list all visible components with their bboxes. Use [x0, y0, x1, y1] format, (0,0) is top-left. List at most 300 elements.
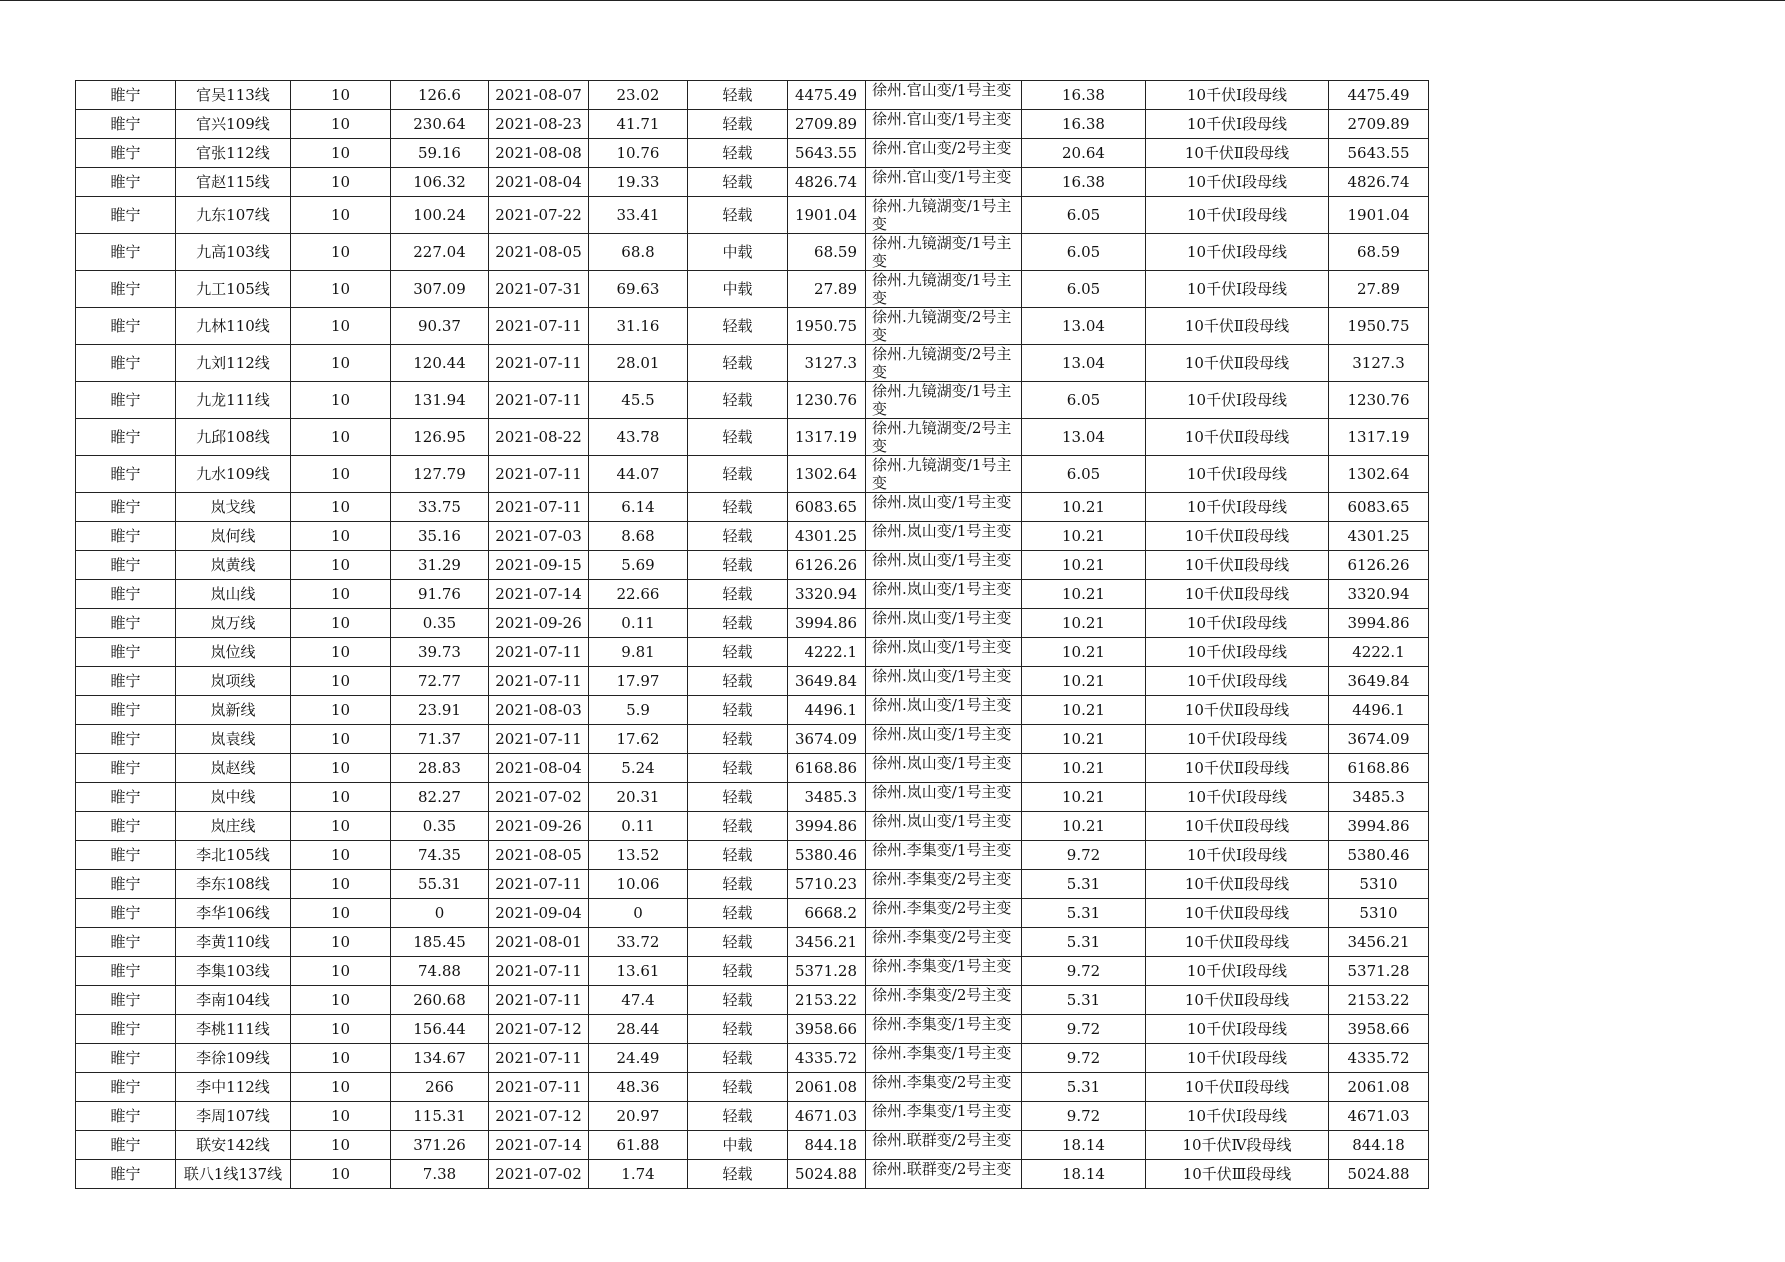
transformer-cell: 徐州.官山变/1号主变: [866, 81, 1022, 110]
date-cell: 2021-08-22: [489, 419, 589, 456]
transformer-load-rate-cell: 6.05: [1022, 382, 1146, 419]
bus-capacity-cell: 5310: [1329, 870, 1429, 899]
available-capacity-cell: 4496.1: [788, 696, 866, 725]
table-row: [76, 382, 1429, 419]
voltage-cell: 10: [291, 197, 391, 234]
bus-section-cell: 10千伏Ⅰ段母线: [1146, 493, 1329, 522]
table-row: [76, 345, 1429, 382]
bus-section-cell: 10千伏Ⅰ段母线: [1146, 1015, 1329, 1044]
load-rate-cell: 28.01: [589, 345, 688, 382]
transformer-load-rate-cell: 10.21: [1022, 609, 1146, 638]
line-name-cell: 官赵115线: [176, 168, 291, 197]
max-current-cell: 0.35: [391, 609, 489, 638]
available-capacity-cell: 2153.22: [788, 986, 866, 1015]
transformer-load-rate-cell: 13.04: [1022, 308, 1146, 345]
load-status-cell: 轻载: [688, 308, 788, 345]
date-cell: 2021-09-26: [489, 609, 589, 638]
voltage-cell: 10: [291, 638, 391, 667]
max-current-cell: 127.79: [391, 456, 489, 493]
available-capacity-cell: 3649.84: [788, 667, 866, 696]
table-row: [76, 754, 1429, 783]
transformer-load-rate-cell: 10.21: [1022, 580, 1146, 609]
voltage-cell: 10: [291, 345, 391, 382]
bus-capacity-cell: 844.18: [1329, 1131, 1429, 1160]
bus-capacity-cell: 4475.49: [1329, 81, 1429, 110]
bus-section-cell: 10千伏Ⅱ段母线: [1146, 928, 1329, 957]
table-body: [76, 81, 1429, 1189]
bus-section-cell: 10千伏Ⅱ段母线: [1146, 522, 1329, 551]
bus-capacity-cell: 5643.55: [1329, 139, 1429, 168]
county-cell: 睢宁: [76, 345, 176, 382]
voltage-cell: 10: [291, 783, 391, 812]
transformer-cell: 徐州.官山变/1号主变: [866, 168, 1022, 197]
load-status-cell: 轻载: [688, 812, 788, 841]
available-capacity-cell: 5024.88: [788, 1160, 866, 1189]
county-cell: 睢宁: [76, 551, 176, 580]
available-capacity-cell: 4222.1: [788, 638, 866, 667]
load-rate-cell: 9.81: [589, 638, 688, 667]
bus-section-cell: 10千伏Ⅳ段母线: [1146, 1131, 1329, 1160]
county-cell: 睢宁: [76, 725, 176, 754]
date-cell: 2021-07-02: [489, 783, 589, 812]
available-capacity-cell: 6668.2: [788, 899, 866, 928]
date-cell: 2021-07-11: [489, 308, 589, 345]
county-cell: 睢宁: [76, 522, 176, 551]
line-name-cell: 岚新线: [176, 696, 291, 725]
available-capacity-cell: 27.89: [788, 271, 866, 308]
voltage-cell: 10: [291, 1131, 391, 1160]
transformer-cell: 徐州.李集变/2号主变: [866, 1073, 1022, 1102]
date-cell: 2021-07-12: [489, 1102, 589, 1131]
available-capacity-cell: 68.59: [788, 234, 866, 271]
available-capacity-cell: 844.18: [788, 1131, 866, 1160]
date-cell: 2021-07-11: [489, 667, 589, 696]
voltage-cell: 10: [291, 110, 391, 139]
transformer-cell: 徐州.李集变/2号主变: [866, 899, 1022, 928]
load-rate-cell: 23.02: [589, 81, 688, 110]
transformer-load-rate-cell: 9.72: [1022, 841, 1146, 870]
county-cell: 睢宁: [76, 110, 176, 139]
bus-section-cell: 10千伏Ⅱ段母线: [1146, 308, 1329, 345]
load-status-cell: 轻载: [688, 551, 788, 580]
table-row: [76, 1044, 1429, 1073]
transformer-load-rate-cell: 5.31: [1022, 928, 1146, 957]
transformer-cell: 徐州.联群变/2号主变: [866, 1131, 1022, 1160]
load-status-cell: 中载: [688, 234, 788, 271]
available-capacity-cell: 2061.08: [788, 1073, 866, 1102]
table-row: [76, 1015, 1429, 1044]
bus-section-cell: 10千伏Ⅰ段母线: [1146, 638, 1329, 667]
transformer-load-rate-cell: 9.72: [1022, 1044, 1146, 1073]
table-row: [76, 551, 1429, 580]
transformer-cell: 徐州.九镜湖变/1号主变: [866, 271, 1022, 308]
load-rate-cell: 24.49: [589, 1044, 688, 1073]
max-current-cell: 185.45: [391, 928, 489, 957]
transformer-cell: 徐州.九镜湖变/2号主变: [866, 345, 1022, 382]
load-rate-cell: 43.78: [589, 419, 688, 456]
load-status-cell: 轻载: [688, 493, 788, 522]
bus-section-cell: 10千伏Ⅱ段母线: [1146, 1073, 1329, 1102]
available-capacity-cell: 3958.66: [788, 1015, 866, 1044]
table-row: [76, 168, 1429, 197]
bus-section-cell: 10千伏Ⅱ段母线: [1146, 551, 1329, 580]
county-cell: 睢宁: [76, 139, 176, 168]
line-name-cell: 岚何线: [176, 522, 291, 551]
voltage-cell: 10: [291, 609, 391, 638]
voltage-cell: 10: [291, 419, 391, 456]
max-current-cell: 74.35: [391, 841, 489, 870]
bus-section-cell: 10千伏Ⅱ段母线: [1146, 754, 1329, 783]
date-cell: 2021-07-11: [489, 1044, 589, 1073]
transformer-load-rate-cell: 6.05: [1022, 456, 1146, 493]
max-current-cell: 131.94: [391, 382, 489, 419]
line-name-cell: 李中112线: [176, 1073, 291, 1102]
table-row: [76, 928, 1429, 957]
max-current-cell: 126.6: [391, 81, 489, 110]
available-capacity-cell: 3485.3: [788, 783, 866, 812]
max-current-cell: 35.16: [391, 522, 489, 551]
transformer-cell: 徐州.岚山变/1号主变: [866, 696, 1022, 725]
date-cell: 2021-07-11: [489, 725, 589, 754]
available-capacity-cell: 1901.04: [788, 197, 866, 234]
transformer-load-rate-cell: 10.21: [1022, 754, 1146, 783]
bus-section-cell: 10千伏Ⅰ段母线: [1146, 609, 1329, 638]
max-current-cell: 39.73: [391, 638, 489, 667]
transformer-load-rate-cell: 6.05: [1022, 197, 1146, 234]
max-current-cell: 120.44: [391, 345, 489, 382]
bus-capacity-cell: 5380.46: [1329, 841, 1429, 870]
max-current-cell: 33.75: [391, 493, 489, 522]
load-rate-cell: 22.66: [589, 580, 688, 609]
max-current-cell: 28.83: [391, 754, 489, 783]
bus-capacity-cell: 3649.84: [1329, 667, 1429, 696]
available-capacity-cell: 2709.89: [788, 110, 866, 139]
line-name-cell: 联安142线: [176, 1131, 291, 1160]
county-cell: 睢宁: [76, 580, 176, 609]
load-rate-cell: 5.9: [589, 696, 688, 725]
county-cell: 睢宁: [76, 197, 176, 234]
transformer-load-rate-cell: 10.21: [1022, 493, 1146, 522]
line-name-cell: 岚庄线: [176, 812, 291, 841]
bus-capacity-cell: 3994.86: [1329, 812, 1429, 841]
bus-section-cell: 10千伏Ⅱ段母线: [1146, 419, 1329, 456]
line-name-cell: 九刘112线: [176, 345, 291, 382]
available-capacity-cell: 5643.55: [788, 139, 866, 168]
load-status-cell: 轻载: [688, 1073, 788, 1102]
county-cell: 睢宁: [76, 667, 176, 696]
county-cell: 睢宁: [76, 870, 176, 899]
date-cell: 2021-08-04: [489, 754, 589, 783]
transformer-cell: 徐州.李集变/2号主变: [866, 986, 1022, 1015]
bus-capacity-cell: 5371.28: [1329, 957, 1429, 986]
transformer-load-rate-cell: 10.21: [1022, 725, 1146, 754]
line-name-cell: 岚戈线: [176, 493, 291, 522]
date-cell: 2021-07-14: [489, 1131, 589, 1160]
transformer-cell: 徐州.岚山变/1号主变: [866, 493, 1022, 522]
transformer-cell: 徐州.九镜湖变/1号主变: [866, 456, 1022, 493]
load-status-cell: 中载: [688, 271, 788, 308]
load-status-cell: 轻载: [688, 638, 788, 667]
load-status-cell: 轻载: [688, 870, 788, 899]
date-cell: 2021-08-23: [489, 110, 589, 139]
table-row: [76, 1131, 1429, 1160]
bus-capacity-cell: 2709.89: [1329, 110, 1429, 139]
table-row: [76, 81, 1429, 110]
load-status-cell: 轻载: [688, 456, 788, 493]
voltage-cell: 10: [291, 696, 391, 725]
voltage-cell: 10: [291, 81, 391, 110]
load-rate-cell: 5.24: [589, 754, 688, 783]
voltage-cell: 10: [291, 667, 391, 696]
transformer-load-rate-cell: 13.04: [1022, 345, 1146, 382]
date-cell: 2021-08-04: [489, 168, 589, 197]
date-cell: 2021-07-11: [489, 986, 589, 1015]
line-name-cell: 李东108线: [176, 870, 291, 899]
bus-section-cell: 10千伏Ⅰ段母线: [1146, 725, 1329, 754]
table-row: [76, 308, 1429, 345]
bus-section-cell: 10千伏Ⅰ段母线: [1146, 957, 1329, 986]
date-cell: 2021-07-12: [489, 1015, 589, 1044]
county-cell: 睢宁: [76, 1044, 176, 1073]
bus-capacity-cell: 5310: [1329, 899, 1429, 928]
load-status-cell: 轻载: [688, 783, 788, 812]
line-name-cell: 岚黄线: [176, 551, 291, 580]
line-name-cell: 官吴113线: [176, 81, 291, 110]
transformer-load-rate-cell: 6.05: [1022, 234, 1146, 271]
transformer-load-rate-cell: 10.21: [1022, 551, 1146, 580]
county-cell: 睢宁: [76, 1102, 176, 1131]
bus-capacity-cell: 3320.94: [1329, 580, 1429, 609]
bus-capacity-cell: 3958.66: [1329, 1015, 1429, 1044]
transformer-cell: 徐州.岚山变/1号主变: [866, 609, 1022, 638]
bus-section-cell: 10千伏Ⅰ段母线: [1146, 667, 1329, 696]
line-name-cell: 岚赵线: [176, 754, 291, 783]
bus-capacity-cell: 4826.74: [1329, 168, 1429, 197]
max-current-cell: 90.37: [391, 308, 489, 345]
voltage-cell: 10: [291, 725, 391, 754]
bus-section-cell: 10千伏Ⅱ段母线: [1146, 696, 1329, 725]
max-current-cell: 266: [391, 1073, 489, 1102]
line-name-cell: 官张112线: [176, 139, 291, 168]
transformer-load-rate-cell: 9.72: [1022, 1102, 1146, 1131]
table-row: [76, 870, 1429, 899]
voltage-cell: 10: [291, 1044, 391, 1073]
bus-section-cell: 10千伏Ⅰ段母线: [1146, 168, 1329, 197]
table-row: [76, 609, 1429, 638]
max-current-cell: 260.68: [391, 986, 489, 1015]
table-row: [76, 783, 1429, 812]
date-cell: 2021-09-15: [489, 551, 589, 580]
county-cell: 睢宁: [76, 957, 176, 986]
transformer-cell: 徐州.李集变/2号主变: [866, 870, 1022, 899]
table-row: [76, 580, 1429, 609]
bus-capacity-cell: 1901.04: [1329, 197, 1429, 234]
table-row: [76, 419, 1429, 456]
transformer-load-rate-cell: 10.21: [1022, 783, 1146, 812]
county-cell: 睢宁: [76, 234, 176, 271]
transformer-cell: 徐州.李集变/1号主变: [866, 1044, 1022, 1073]
available-capacity-cell: 1317.19: [788, 419, 866, 456]
bus-capacity-cell: 3127.3: [1329, 345, 1429, 382]
available-capacity-cell: 1302.64: [788, 456, 866, 493]
max-current-cell: 100.24: [391, 197, 489, 234]
max-current-cell: 71.37: [391, 725, 489, 754]
date-cell: 2021-07-22: [489, 197, 589, 234]
bus-capacity-cell: 4496.1: [1329, 696, 1429, 725]
county-cell: 睢宁: [76, 1131, 176, 1160]
load-status-cell: 轻载: [688, 419, 788, 456]
table-row: [76, 522, 1429, 551]
county-cell: 睢宁: [76, 1160, 176, 1189]
load-status-cell: 轻载: [688, 139, 788, 168]
bus-capacity-cell: 6168.86: [1329, 754, 1429, 783]
transformer-load-rate-cell: 5.31: [1022, 986, 1146, 1015]
available-capacity-cell: 4826.74: [788, 168, 866, 197]
county-cell: 睢宁: [76, 271, 176, 308]
max-current-cell: 307.09: [391, 271, 489, 308]
load-status-cell: 轻载: [688, 957, 788, 986]
transformer-load-rate-cell: 10.21: [1022, 638, 1146, 667]
load-rate-cell: 69.63: [589, 271, 688, 308]
table-row: [76, 1102, 1429, 1131]
county-cell: 睢宁: [76, 419, 176, 456]
line-name-cell: 九高103线: [176, 234, 291, 271]
table-row: [76, 139, 1429, 168]
line-name-cell: 官兴109线: [176, 110, 291, 139]
transformer-cell: 徐州.李集变/2号主变: [866, 928, 1022, 957]
load-status-cell: 轻载: [688, 345, 788, 382]
bus-capacity-cell: 4335.72: [1329, 1044, 1429, 1073]
load-rate-cell: 44.07: [589, 456, 688, 493]
load-status-cell: 轻载: [688, 110, 788, 139]
bus-capacity-cell: 6126.26: [1329, 551, 1429, 580]
county-cell: 睢宁: [76, 382, 176, 419]
load-rate-cell: 0.11: [589, 812, 688, 841]
transformer-load-rate-cell: 9.72: [1022, 957, 1146, 986]
load-status-cell: 轻载: [688, 667, 788, 696]
transformer-cell: 徐州.岚山变/1号主变: [866, 522, 1022, 551]
bus-capacity-cell: 2061.08: [1329, 1073, 1429, 1102]
county-cell: 睢宁: [76, 493, 176, 522]
date-cell: 2021-07-31: [489, 271, 589, 308]
date-cell: 2021-07-11: [489, 493, 589, 522]
available-capacity-cell: 3127.3: [788, 345, 866, 382]
load-status-cell: 轻载: [688, 609, 788, 638]
load-rate-cell: 31.16: [589, 308, 688, 345]
date-cell: 2021-08-05: [489, 234, 589, 271]
transformer-cell: 徐州.岚山变/1号主变: [866, 783, 1022, 812]
date-cell: 2021-07-14: [489, 580, 589, 609]
load-rate-cell: 28.44: [589, 1015, 688, 1044]
bus-section-cell: 10千伏Ⅰ段母线: [1146, 234, 1329, 271]
voltage-cell: 10: [291, 522, 391, 551]
voltage-cell: 10: [291, 168, 391, 197]
county-cell: 睢宁: [76, 899, 176, 928]
bus-section-cell: 10千伏Ⅰ段母线: [1146, 1044, 1329, 1073]
date-cell: 2021-08-03: [489, 696, 589, 725]
load-status-cell: 轻载: [688, 754, 788, 783]
voltage-cell: 10: [291, 382, 391, 419]
voltage-cell: 10: [291, 271, 391, 308]
available-capacity-cell: 4671.03: [788, 1102, 866, 1131]
bus-section-cell: 10千伏Ⅱ段母线: [1146, 870, 1329, 899]
voltage-cell: 10: [291, 754, 391, 783]
load-status-cell: 轻载: [688, 986, 788, 1015]
date-cell: 2021-07-11: [489, 957, 589, 986]
line-name-cell: 九林110线: [176, 308, 291, 345]
line-name-cell: 九东107线: [176, 197, 291, 234]
max-current-cell: 227.04: [391, 234, 489, 271]
transformer-load-rate-cell: 5.31: [1022, 899, 1146, 928]
transformer-cell: 徐州.岚山变/1号主变: [866, 551, 1022, 580]
available-capacity-cell: 6168.86: [788, 754, 866, 783]
bus-capacity-cell: 3485.3: [1329, 783, 1429, 812]
county-cell: 睢宁: [76, 783, 176, 812]
transformer-cell: 徐州.岚山变/1号主变: [866, 754, 1022, 783]
transformer-load-rate-cell: 18.14: [1022, 1131, 1146, 1160]
load-rate-cell: 33.41: [589, 197, 688, 234]
load-rate-cell: 17.62: [589, 725, 688, 754]
load-rate-cell: 68.8: [589, 234, 688, 271]
voltage-cell: 10: [291, 986, 391, 1015]
table-row: [76, 493, 1429, 522]
line-name-cell: 岚万线: [176, 609, 291, 638]
transformer-load-rate-cell: 16.38: [1022, 81, 1146, 110]
bus-section-cell: 10千伏Ⅰ段母线: [1146, 1102, 1329, 1131]
transformer-load-rate-cell: 20.64: [1022, 139, 1146, 168]
load-rate-cell: 19.33: [589, 168, 688, 197]
line-name-cell: 李周107线: [176, 1102, 291, 1131]
load-rate-cell: 17.97: [589, 667, 688, 696]
load-status-cell: 轻载: [688, 197, 788, 234]
voltage-cell: 10: [291, 580, 391, 609]
transformer-load-rate-cell: 10.21: [1022, 667, 1146, 696]
load-rate-cell: 10.76: [589, 139, 688, 168]
table-row: [76, 986, 1429, 1015]
table-row: [76, 1073, 1429, 1102]
load-status-cell: 轻载: [688, 1160, 788, 1189]
table-row: [76, 899, 1429, 928]
load-rate-cell: 45.5: [589, 382, 688, 419]
max-current-cell: 0: [391, 899, 489, 928]
load-rate-cell: 6.14: [589, 493, 688, 522]
bus-section-cell: 10千伏Ⅱ段母线: [1146, 345, 1329, 382]
county-cell: 睢宁: [76, 1073, 176, 1102]
date-cell: 2021-08-08: [489, 139, 589, 168]
table-row: [76, 696, 1429, 725]
transformer-cell: 徐州.九镜湖变/2号主变: [866, 419, 1022, 456]
bus-section-cell: 10千伏Ⅰ段母线: [1146, 783, 1329, 812]
date-cell: 2021-09-04: [489, 899, 589, 928]
voltage-cell: 10: [291, 957, 391, 986]
line-name-cell: 九邱108线: [176, 419, 291, 456]
voltage-cell: 10: [291, 308, 391, 345]
date-cell: 2021-07-11: [489, 1073, 589, 1102]
load-status-cell: 轻载: [688, 81, 788, 110]
bus-capacity-cell: 5024.88: [1329, 1160, 1429, 1189]
max-current-cell: 106.32: [391, 168, 489, 197]
load-status-cell: 轻载: [688, 1044, 788, 1073]
transformer-cell: 徐州.李集变/1号主变: [866, 841, 1022, 870]
bus-section-cell: 10千伏Ⅲ段母线: [1146, 1160, 1329, 1189]
transformer-load-rate-cell: 13.04: [1022, 419, 1146, 456]
page-top-rule: [0, 0, 1785, 1]
bus-section-cell: 10千伏Ⅰ段母线: [1146, 81, 1329, 110]
date-cell: 2021-07-11: [489, 345, 589, 382]
load-rate-cell: 20.31: [589, 783, 688, 812]
table-row: [76, 638, 1429, 667]
max-current-cell: 72.77: [391, 667, 489, 696]
